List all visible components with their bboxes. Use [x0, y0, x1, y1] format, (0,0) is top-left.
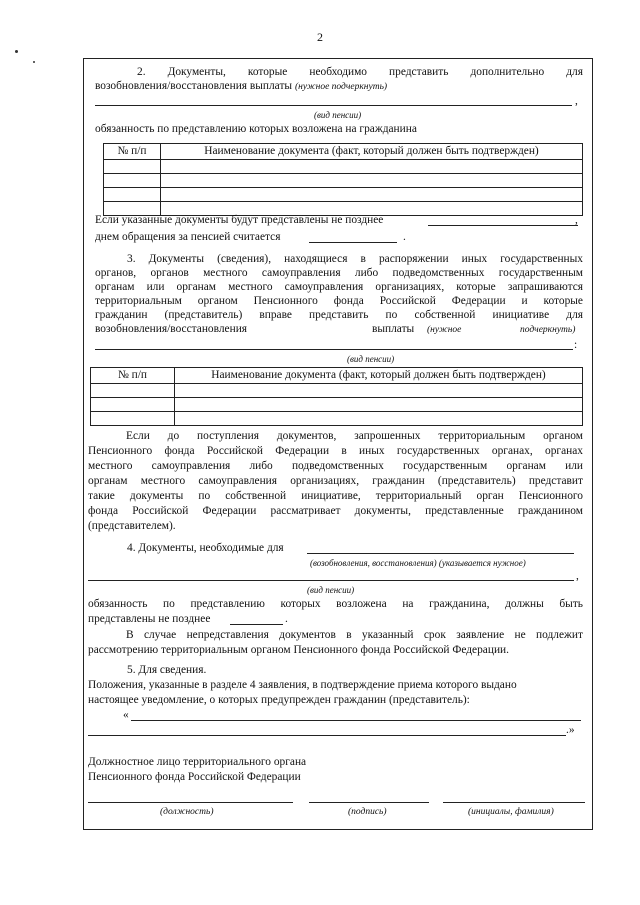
pension-type-line[interactable] [88, 580, 574, 581]
pension-type-caption: (вид пенсии) [307, 585, 355, 595]
table-row[interactable] [91, 383, 583, 397]
appeal-date-line[interactable] [309, 242, 397, 243]
position-line[interactable] [88, 802, 293, 803]
notice-line4: органам местного самоуправления организациях, гражданин (представитель) представит [88, 475, 583, 487]
acknowledgement-line[interactable] [131, 720, 581, 721]
table-row[interactable] [104, 159, 583, 173]
notice-line5: такие документы по собственной инициативе, территориальный орган Пенсионного [88, 490, 583, 502]
section3-line4: территориальным органом Пенсионного фонда Российской Федерации и которые [95, 295, 583, 307]
notice-line1: Если до поступления документов, запрошенных территориальным органом [126, 430, 583, 442]
signature-line[interactable] [309, 802, 429, 803]
section4-duty-line1: обязанность по представлению которых возложена на гражданина, должны быть [88, 598, 583, 610]
acknowledgement-line[interactable] [88, 735, 566, 736]
table-header-row [104, 144, 583, 160]
scan-speck [15, 50, 18, 53]
name-caption: (инициалы, фамилия) [468, 807, 554, 817]
section4-duty-line2: представлены не позднее [88, 613, 211, 625]
official-title-line2: Пенсионного фонда Российской Федерации [88, 771, 301, 783]
section2-heading: 2. Документы, которые необходимо представить дополнительно для [137, 66, 583, 78]
notice-line2: Пенсионного фонда Российской Федерации в иных государственных органах, органах [88, 445, 583, 457]
section3-line6: возобновления/восстановления [95, 323, 248, 335]
section3-line1: 3. Документы (сведения), находящиеся в распоряжении иных государственных [127, 253, 583, 265]
pension-type-caption: (вид пенсии) [347, 354, 395, 364]
notice-line6: фонда Российской Федерации рассматривает документы, представленные гражданином [88, 505, 583, 517]
duty-text: обязанность по представлению которых возложена на гражданина [95, 123, 417, 135]
renewal-type-caption: (возобновления, восстановления) (указывается нужное) [310, 558, 526, 568]
section5-title: 5. Для сведения. [127, 664, 207, 676]
deadline-text: Если указанные документы будут представлены не позднее [95, 214, 384, 226]
requested-documents-table [90, 367, 583, 426]
renewal-type-line[interactable] [307, 553, 574, 554]
official-title-line1: Должностное лицо территориального органа [88, 756, 307, 768]
notice-line3: местного самоуправления либо подведомственных государственным органам или [88, 460, 583, 472]
notice-line7: (представителем). [88, 520, 176, 532]
section2-line2: возобновления/восстановления выплаты (нужное подчеркнуть) [95, 80, 388, 92]
section3-line2: органов, органов местного самоуправления либо подведомственных государственным [95, 267, 583, 279]
section3-line3: органам или органам местного самоуправления организациях, которые запрашиваются [95, 281, 583, 293]
section4-lead: 4. Документы, необходимые для [127, 542, 284, 554]
col-number-header: № п/п [104, 144, 161, 160]
table-row[interactable] [104, 187, 583, 201]
position-caption: (должность) [160, 807, 214, 817]
section5-line2: настоящее уведомление, о которых предупрежден гражданин (представитель): [88, 694, 470, 706]
documents-table [103, 143, 583, 216]
section4-warning-line1: В случае непредставления документов в указанный срок заявление не подлежит [126, 629, 583, 641]
page-number: 2 [317, 30, 323, 44]
deadline-date-line[interactable] [428, 225, 578, 226]
section4-warning-line2: рассмотрению территориальным органом Пенсионного фонда Российской Федерации. [88, 644, 509, 656]
pension-type-caption: (вид пенсии) [314, 110, 362, 120]
signature-caption: (подпись) [348, 807, 387, 817]
name-line[interactable] [443, 802, 585, 803]
pension-type-line[interactable] [95, 105, 572, 106]
table-row[interactable] [91, 397, 583, 411]
scan-speck [33, 61, 35, 63]
col-document-header: Наименование документа (факт, который должен быть подтвержден) [175, 368, 583, 384]
appeal-date-text: днем обращения за пенсией считается [95, 231, 281, 243]
table-header-row [91, 368, 583, 384]
pension-type-line[interactable] [95, 349, 573, 350]
col-number-header: № п/п [91, 368, 175, 384]
table-row[interactable] [104, 173, 583, 187]
section3-line5: гражданин (представитель) вправе представить по собственной инициативе для [95, 309, 583, 321]
table-row[interactable] [91, 411, 583, 425]
submission-deadline-line[interactable] [230, 624, 283, 625]
col-document-header: Наименование документа (факт, который должен быть подтвержден) [161, 144, 583, 160]
section5-line1: Положения, указанные в разделе 4 заявления, в подтверждение приема которого выдано [88, 679, 517, 691]
